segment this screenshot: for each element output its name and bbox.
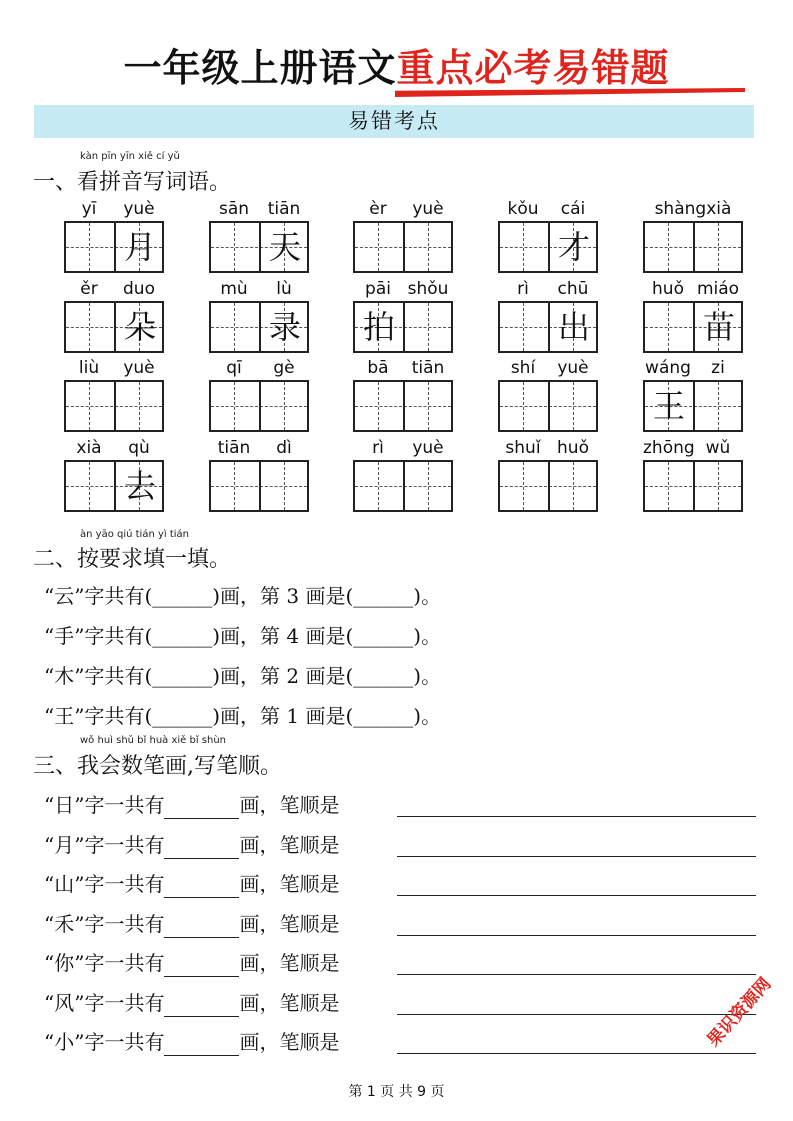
hint-character <box>355 223 403 271</box>
word-cell <box>498 437 598 513</box>
fill-row[interactable]: “云”字共有(______)画，第 3 画是(______)。 <box>44 584 442 608</box>
tianzige-box[interactable] <box>353 380 453 432</box>
tianzige-box[interactable] <box>209 460 309 512</box>
tianzige-box[interactable] <box>353 460 453 512</box>
pinyin-syllable: wáng <box>645 358 691 378</box>
hint-character <box>645 462 693 510</box>
pinyin-syllable: yuè <box>123 358 155 378</box>
hint-character: 王 <box>652 387 685 425</box>
word-cell <box>64 357 164 433</box>
stroke-suffix: 画，笔顺是 <box>239 833 340 857</box>
tianzige-box[interactable] <box>64 221 164 273</box>
stroke-order-line[interactable] <box>397 816 756 817</box>
hint-character <box>645 223 693 271</box>
tianzige-box[interactable] <box>498 301 598 353</box>
stroke-row <box>44 1028 756 1056</box>
stroke-order-line[interactable] <box>397 974 756 975</box>
pinyin-label <box>64 198 164 220</box>
pinyin-label <box>643 198 743 220</box>
pinyin-syllable: liù <box>78 358 100 378</box>
page-footer: 第 1 页 共 9 页 <box>348 1084 445 1100</box>
hint-character <box>355 462 403 510</box>
tianzige-box[interactable] <box>64 460 164 512</box>
pinyin-syllable: miáo <box>696 279 740 299</box>
pinyin-label <box>353 278 453 300</box>
tianzige-box[interactable] <box>643 221 743 273</box>
hint-character <box>211 303 259 351</box>
stroke-count-blank[interactable] <box>164 797 239 819</box>
stroke-suffix: 画，笔顺是 <box>239 912 340 936</box>
stroke-count-blank[interactable] <box>164 876 239 898</box>
hint-character <box>405 303 453 351</box>
page-title <box>0 40 793 96</box>
stroke-row <box>44 831 756 859</box>
hint-character <box>66 303 114 351</box>
fill-row[interactable]: “手”字共有(______)画，第 4 画是(______)。 <box>44 624 442 648</box>
stroke-char: “山” <box>44 872 85 896</box>
pinyin-label <box>209 357 309 379</box>
stroke-char: “日” <box>44 793 85 817</box>
stroke-suffix: 画，笔顺是 <box>239 951 340 975</box>
pinyin-syllable: duo <box>123 279 155 299</box>
stroke-row <box>44 910 756 938</box>
tianzige-box[interactable] <box>209 301 309 353</box>
stroke-order-line[interactable] <box>397 935 756 936</box>
stroke-row <box>44 989 756 1017</box>
section2-pinyin: àn yāo qiú tián yì tián <box>80 529 190 540</box>
hint-character <box>66 462 114 510</box>
word-cell <box>64 437 164 513</box>
pinyin-syllable: yuè <box>557 358 589 378</box>
hint-character <box>550 382 598 430</box>
pinyin-syllable: huǒ <box>652 279 684 299</box>
hint-character <box>261 462 309 510</box>
word-cell <box>209 278 309 354</box>
pinyin-syllable: dì <box>276 438 292 458</box>
pinyin-syllable: zhōng <box>643 438 695 458</box>
pinyin-syllable: rì <box>517 279 529 299</box>
pinyin-syllable: tiān <box>267 199 301 219</box>
pinyin-syllable: yuè <box>412 438 444 458</box>
stroke-prefix: 字一共有 <box>84 1030 165 1054</box>
fill-row[interactable]: “王”字共有(______)画，第 1 画是(______)。 <box>44 704 442 728</box>
stroke-row <box>44 870 756 898</box>
pinyin-syllable: zi <box>711 358 725 378</box>
stroke-prefix: 字一共有 <box>84 833 165 857</box>
pinyin-syllable: shí <box>510 358 536 378</box>
tianzige-box[interactable] <box>498 380 598 432</box>
pinyin-label <box>64 357 164 379</box>
hint-character <box>355 382 403 430</box>
pinyin-label <box>643 357 743 379</box>
hint-character: 拍 <box>362 308 395 346</box>
title-part2: 重点必考易错题 <box>396 46 670 90</box>
hint-character <box>211 462 259 510</box>
section1-pinyin: kàn pīn yīn xiě cí yǔ <box>80 151 180 162</box>
pinyin-label <box>498 198 598 220</box>
fill-row[interactable]: “木”字共有(______)画，第 2 画是(______)。 <box>44 664 442 688</box>
word-cell <box>64 278 164 354</box>
pinyin-label <box>353 198 453 220</box>
hint-character <box>550 462 598 510</box>
word-cell <box>353 357 453 433</box>
hint-character: 月 <box>123 228 156 266</box>
stroke-prefix: 字一共有 <box>84 991 165 1015</box>
tianzige-box[interactable] <box>498 460 598 512</box>
stroke-char: “月” <box>44 833 85 857</box>
word-cell <box>353 278 453 354</box>
stroke-char: “风” <box>44 991 85 1015</box>
stroke-order-line[interactable] <box>397 1014 756 1015</box>
stroke-prefix: 字一共有 <box>84 912 165 936</box>
stroke-suffix: 画，笔顺是 <box>239 1030 340 1054</box>
stroke-count-blank[interactable] <box>164 955 239 977</box>
pinyin-label <box>209 278 309 300</box>
pinyin-label <box>64 437 164 459</box>
hint-character: 朵 <box>123 308 156 346</box>
stroke-count-blank[interactable] <box>164 1034 239 1056</box>
title-part1: 一年级上册语文 <box>123 46 397 90</box>
stroke-char: “禾” <box>44 912 85 936</box>
stroke-row <box>44 949 756 977</box>
stroke-suffix: 画，笔顺是 <box>239 872 340 896</box>
hint-character: 去 <box>123 467 156 505</box>
hint-character <box>405 223 453 271</box>
hint-character: 出 <box>557 308 590 346</box>
stroke-order-line[interactable] <box>397 856 756 857</box>
section3-pinyin: wǒ huì shǔ bǐ huà xiě bǐ shùn <box>80 735 227 746</box>
word-cell <box>643 278 743 354</box>
pinyin-syllable: sān <box>218 199 250 219</box>
hint-character <box>66 223 114 271</box>
pinyin-syllable: xià <box>76 438 102 458</box>
hint-character <box>695 382 743 430</box>
word-cell <box>64 198 164 274</box>
word-cell <box>498 198 598 274</box>
tianzige-box[interactable] <box>209 221 309 273</box>
pinyin-syllable: yī <box>81 199 97 219</box>
tianzige-box[interactable] <box>643 380 743 432</box>
word-cell <box>353 198 453 274</box>
word-cell <box>353 437 453 513</box>
pinyin-syllable: qī <box>226 358 242 378</box>
tianzige-box[interactable] <box>643 460 743 512</box>
stroke-row <box>44 791 756 819</box>
pinyin-label <box>353 437 453 459</box>
pinyin-syllable: lù <box>276 279 292 299</box>
stroke-count-blank[interactable] <box>164 837 239 859</box>
pinyin-syllable: chū <box>557 279 589 299</box>
stroke-order-line[interactable] <box>397 1053 756 1054</box>
hint-character <box>500 223 548 271</box>
pinyin-label <box>209 437 309 459</box>
stroke-count-blank[interactable] <box>164 916 239 938</box>
pinyin-syllable: tiān <box>217 438 251 458</box>
word-cell <box>209 198 309 274</box>
stroke-order-line[interactable] <box>397 895 756 896</box>
word-cell <box>498 278 598 354</box>
tianzige-box[interactable] <box>353 301 453 353</box>
hint-character: 苗 <box>702 308 735 346</box>
section3-heading: 三、我会数笔画,写笔顺。 <box>33 754 282 779</box>
section-banner: 易错考点 <box>34 105 754 138</box>
stroke-prefix: 字一共有 <box>84 951 165 975</box>
pinyin-syllable: wǔ <box>705 438 731 458</box>
pinyin-label <box>498 278 598 300</box>
tianzige-box[interactable] <box>498 221 598 273</box>
word-cell <box>209 437 309 513</box>
pinyin-syllable: gè <box>273 358 295 378</box>
hint-character <box>211 382 259 430</box>
pinyin-syllable: mù <box>220 279 248 299</box>
pinyin-label <box>209 198 309 220</box>
stroke-char: “你” <box>44 951 85 975</box>
hint-character <box>695 462 743 510</box>
watermark: 果识资源网 <box>703 974 776 1051</box>
pinyin-syllable: rì <box>372 438 384 458</box>
word-cell <box>498 357 598 433</box>
stroke-suffix: 画，笔顺是 <box>239 991 340 1015</box>
pinyin-label <box>643 437 743 459</box>
pinyin-syllable: kǒu <box>507 199 539 219</box>
pinyin-syllable: èr <box>369 199 387 219</box>
pinyin-syllable: bā <box>367 358 389 378</box>
pinyin-label <box>498 437 598 459</box>
pinyin-label <box>498 357 598 379</box>
hint-character <box>695 223 743 271</box>
hint-character: 才 <box>557 228 590 266</box>
hint-character <box>500 462 548 510</box>
word-cell <box>643 198 743 274</box>
word-cell <box>209 357 309 433</box>
pinyin-label <box>353 357 453 379</box>
hint-character <box>405 462 453 510</box>
stroke-char: “小” <box>44 1030 85 1054</box>
tianzige-box[interactable] <box>353 221 453 273</box>
word-cell <box>643 357 743 433</box>
hint-character <box>116 382 164 430</box>
pinyin-syllable: ěr <box>80 279 98 299</box>
pinyin-label <box>64 278 164 300</box>
hint-character <box>66 382 114 430</box>
pinyin-syllable: tiān <box>411 358 445 378</box>
stroke-prefix: 字一共有 <box>84 793 165 817</box>
hint-character <box>261 382 309 430</box>
hint-character <box>500 382 548 430</box>
tianzige-box[interactable] <box>643 301 743 353</box>
stroke-suffix: 画，笔顺是 <box>239 793 340 817</box>
hint-character <box>405 382 453 430</box>
stroke-count-blank[interactable] <box>164 995 239 1017</box>
word-cell <box>643 437 743 513</box>
tianzige-box[interactable] <box>209 380 309 432</box>
hint-character <box>500 303 548 351</box>
tianzige-box[interactable] <box>64 380 164 432</box>
section2-heading: 二、按要求填一填。 <box>33 547 232 572</box>
pinyin-syllable: yuè <box>123 199 155 219</box>
pinyin-syllable: qù <box>128 438 150 458</box>
pinyin-syllable: pāi <box>365 279 391 299</box>
hint-character: 录 <box>268 308 301 346</box>
hint-character: 天 <box>268 228 301 266</box>
pinyin-syllable: huǒ <box>557 438 589 458</box>
stroke-prefix: 字一共有 <box>84 872 165 896</box>
pinyin-label <box>643 278 743 300</box>
hint-character <box>645 303 693 351</box>
pinyin-syllable: cái <box>560 199 586 219</box>
tianzige-box[interactable] <box>64 301 164 353</box>
pinyin-syllable: shǒu <box>407 279 449 299</box>
pinyin-syllable: shuǐ <box>505 438 541 458</box>
pinyin-syllable: yuè <box>412 199 444 219</box>
pinyin-syllable: shàngxià <box>654 199 732 219</box>
hint-character <box>211 223 259 271</box>
section1-heading: 一、看拼音写词语。 <box>33 170 232 195</box>
